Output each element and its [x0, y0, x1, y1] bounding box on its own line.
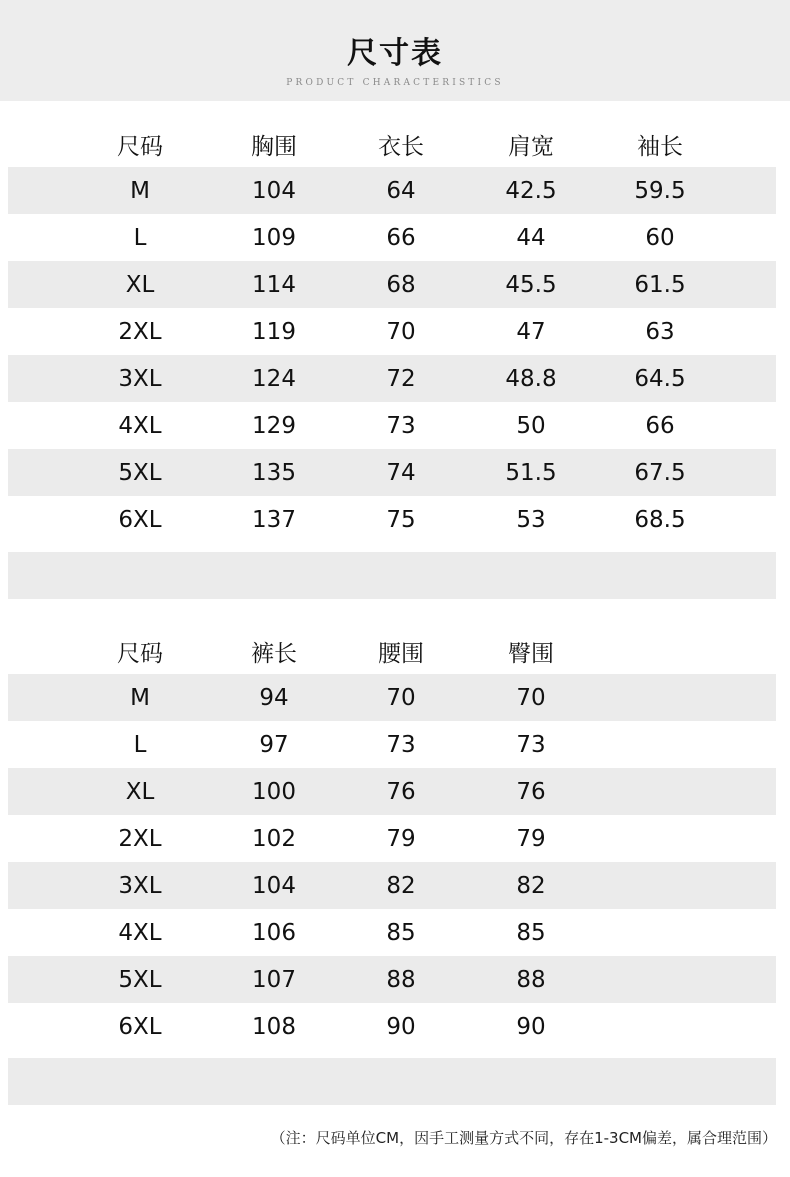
measurement-cell: 47 — [516, 318, 546, 345]
size-label-cell: 3XL — [118, 872, 162, 899]
measurement-cell: 76 — [386, 778, 416, 805]
measurement-cell: 79 — [386, 825, 416, 852]
measurement-cell: 102 — [252, 825, 296, 852]
size-label-cell: L — [133, 731, 147, 758]
measurement-cell: 51.5 — [505, 459, 557, 486]
table-footer-band — [8, 1058, 776, 1105]
measurement-cell: 53 — [516, 506, 546, 533]
measurement-cell: 63 — [645, 318, 675, 345]
size-label-cell: 5XL — [118, 966, 162, 993]
table-row — [8, 721, 776, 768]
measurement-cell: 60 — [645, 224, 675, 251]
table-footer-band — [8, 552, 776, 599]
table-row — [8, 956, 776, 1003]
measurement-cell: 135 — [252, 459, 296, 486]
pants-size-table — [8, 628, 776, 1050]
measurement-cell: 73 — [386, 731, 416, 758]
measurement-cell: 90 — [516, 1013, 546, 1040]
size-label-cell: 2XL — [118, 825, 162, 852]
measurement-cell: 97 — [259, 731, 289, 758]
size-label-cell: 6XL — [118, 1013, 162, 1040]
measurement-cell: 76 — [516, 778, 546, 805]
table-row — [8, 214, 776, 261]
size-label-cell: 3XL — [118, 365, 162, 392]
size-label-cell: 4XL — [118, 919, 162, 946]
measurement-cell: 124 — [252, 365, 296, 392]
measurement-cell: 61.5 — [634, 271, 686, 298]
measurement-cell: 82 — [386, 872, 416, 899]
table-row — [8, 815, 776, 862]
measurement-cell: 114 — [252, 271, 296, 298]
measurement-cell: 70 — [386, 318, 416, 345]
measurement-cell: 79 — [516, 825, 546, 852]
column-header-sleeve: 袖长 — [637, 133, 683, 160]
measurement-cell: 94 — [259, 684, 289, 711]
column-header-shoulder: 肩宽 — [508, 133, 554, 160]
size-label-cell: L — [133, 224, 147, 251]
table-row — [8, 862, 776, 909]
measurement-cell: 70 — [516, 684, 546, 711]
table-row — [8, 1003, 776, 1050]
measurement-cell: 82 — [516, 872, 546, 899]
measurement-cell: 88 — [386, 966, 416, 993]
measurement-cell: 85 — [386, 919, 416, 946]
column-header-size: 尺码 — [117, 640, 163, 667]
measurement-cell: 88 — [516, 966, 546, 993]
measurement-cell: 64.5 — [634, 365, 686, 392]
measurement-cell: 70 — [386, 684, 416, 711]
column-header-chest: 胸围 — [251, 133, 297, 160]
measurement-cell: 68 — [386, 271, 416, 298]
measurement-cell: 50 — [516, 412, 546, 439]
measurement-cell: 45.5 — [505, 271, 557, 298]
table-row — [8, 167, 776, 214]
measurement-cell: 42.5 — [505, 177, 557, 204]
size-label-cell: M — [130, 177, 150, 204]
measurement-cell: 72 — [386, 365, 416, 392]
table-row — [8, 355, 776, 402]
measurement-cell: 66 — [645, 412, 675, 439]
measurement-cell: 85 — [516, 919, 546, 946]
column-header-size: 尺码 — [117, 133, 163, 160]
measurement-cell: 104 — [252, 872, 296, 899]
measurement-cell: 64 — [386, 177, 416, 204]
measurement-note: （注：尺码单位CM，因手工测量方式不同，存在1-3CM偏差，属合理范围） — [270, 1129, 777, 1147]
column-header-length: 衣长 — [378, 133, 424, 160]
measurement-cell: 90 — [386, 1013, 416, 1040]
table-row — [8, 402, 776, 449]
measurement-cell: 67.5 — [634, 459, 686, 486]
table-row — [8, 261, 776, 308]
measurement-cell: 75 — [386, 506, 416, 533]
measurement-cell: 119 — [252, 318, 296, 345]
table-row — [8, 768, 776, 815]
table-row — [8, 909, 776, 956]
column-header-waist: 腰围 — [378, 640, 424, 667]
measurement-cell: 109 — [252, 224, 296, 251]
table-header-row — [8, 628, 776, 674]
measurement-cell: 66 — [386, 224, 416, 251]
table-row — [8, 308, 776, 355]
measurement-cell: 129 — [252, 412, 296, 439]
measurement-cell: 73 — [516, 731, 546, 758]
measurement-cell: 108 — [252, 1013, 296, 1040]
measurement-cell: 68.5 — [634, 506, 686, 533]
table-row — [8, 674, 776, 721]
size-label-cell: 2XL — [118, 318, 162, 345]
size-label-cell: 5XL — [118, 459, 162, 486]
measurement-cell: 48.8 — [505, 365, 557, 392]
measurement-cell: 74 — [386, 459, 416, 486]
size-label-cell: 6XL — [118, 506, 162, 533]
measurement-cell: 137 — [252, 506, 296, 533]
table-header-row — [8, 121, 776, 167]
table-row — [8, 496, 776, 543]
measurement-cell: 106 — [252, 919, 296, 946]
measurement-cell: 44 — [516, 224, 546, 251]
measurement-cell: 59.5 — [634, 177, 686, 204]
size-label-cell: XL — [125, 271, 155, 298]
measurement-cell: 100 — [252, 778, 296, 805]
column-header-pants-length: 裤长 — [251, 640, 297, 667]
table-row — [8, 449, 776, 496]
size-label-cell: M — [130, 684, 150, 711]
page-header — [0, 0, 790, 101]
page-title: 尺寸表 — [347, 36, 443, 71]
page-subtitle: PRODUCT CHARACTERISTICS — [286, 78, 504, 88]
size-label-cell: XL — [125, 778, 155, 805]
size-label-cell: 4XL — [118, 412, 162, 439]
measurement-cell: 107 — [252, 966, 296, 993]
column-header-hip: 臀围 — [508, 640, 554, 667]
tops-size-table — [8, 121, 776, 543]
measurement-cell: 104 — [252, 177, 296, 204]
measurement-cell: 73 — [386, 412, 416, 439]
